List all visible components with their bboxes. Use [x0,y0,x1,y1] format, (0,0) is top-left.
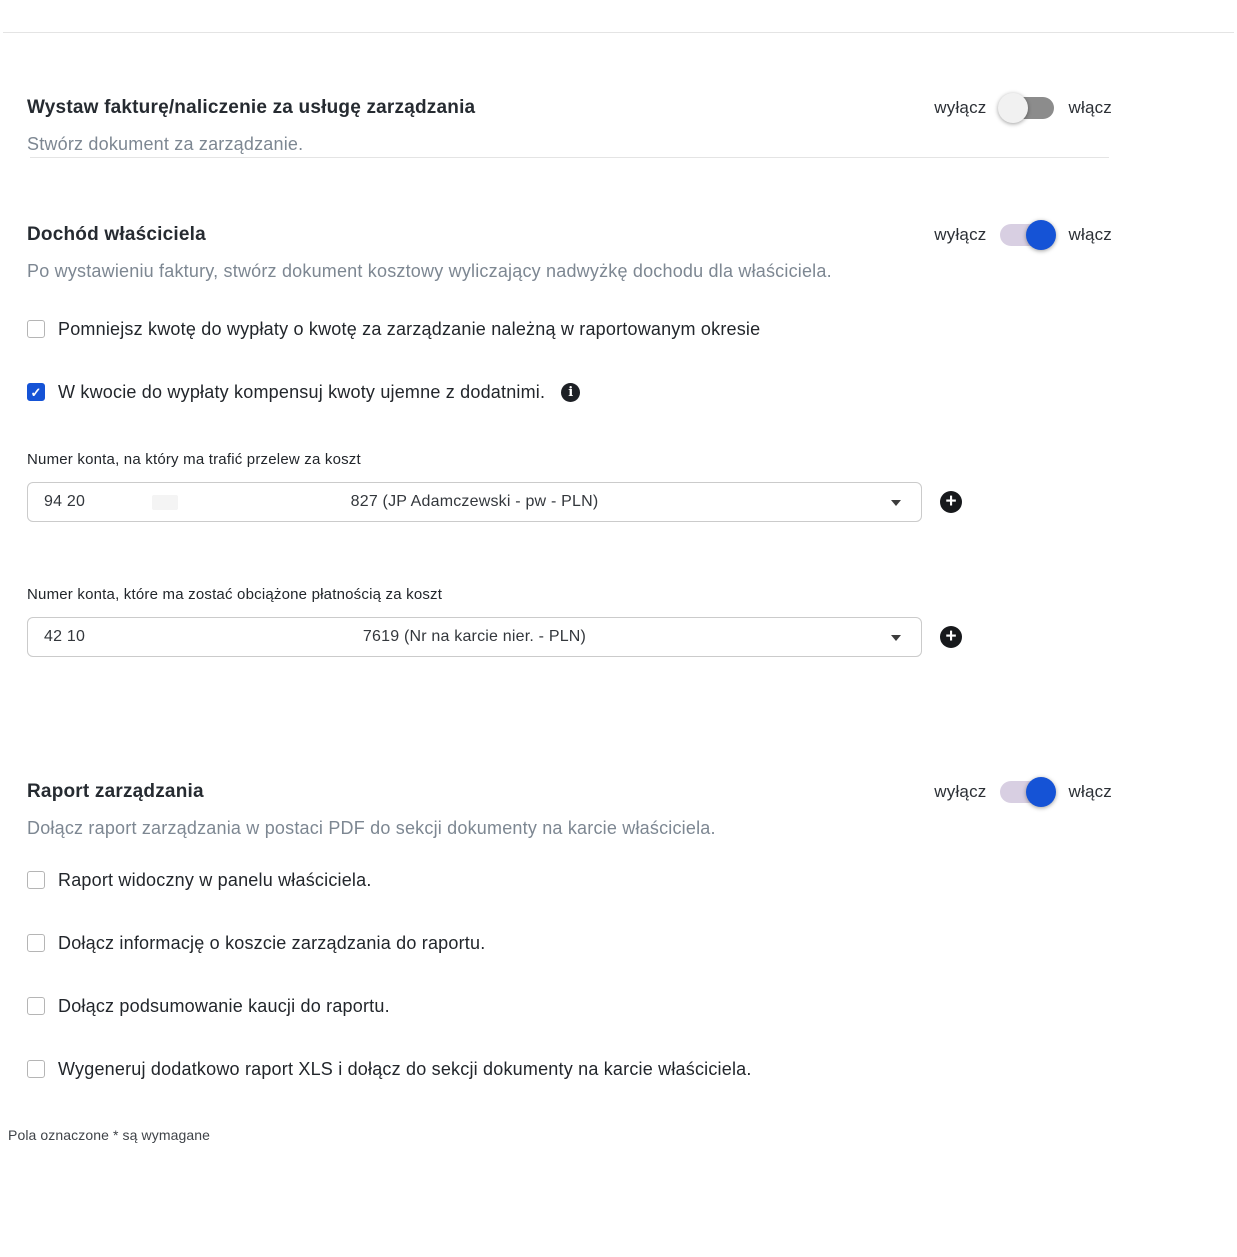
toggle-off-label: wyłącz [934,98,987,117]
section-management-report [27,777,1112,1080]
section-subtitle: Po wystawieniu faktury, stwórz dokument kosztowy wyliczający nadwyżkę dochodu dla właściciela. [27,261,832,281]
section-title: Wystaw fakturę/naliczenie za usługę zarządzania [27,97,476,118]
checkbox[interactable] [27,1060,45,1078]
account-select-value: 7619 (Nr na karcie nier. - PLN) [362,628,587,645]
checkbox-include-deposit-summary-row[interactable] [27,995,1112,1017]
owner-income-toggle[interactable] [934,224,1112,246]
management-invoice-toggle[interactable] [934,97,1112,119]
transfer-account-select[interactable] [27,482,922,522]
checkbox[interactable] [27,934,45,952]
checkbox-label: W kwocie do wypłaty kompensuj kwoty ujemne z dodatnimi. [58,382,546,402]
checkbox[interactable] [27,997,45,1015]
toggle-switch[interactable] [1000,781,1054,803]
checkbox-label: Wygeneruj dodatkowo raport XLS i dołącz do sekcji dokumenty na karcie właściciela. [58,1059,752,1079]
checkbox[interactable] [27,320,45,338]
toggle-knob-icon [1026,777,1056,807]
add-account-icon[interactable]: + [940,626,962,648]
transfer-account-field [27,449,1112,522]
charged-account-field [27,584,1112,657]
toggle-on-label: włącz [1068,782,1112,801]
checkbox-label: Raport widoczny w panelu właściciela. [58,870,372,890]
checkbox-reduce-payout-row[interactable] [27,318,1112,340]
section-owner-income [27,220,1112,657]
toggle-knob-icon [998,93,1028,123]
checkmark-icon: ✓ [30,384,42,400]
required-fields-note: Pola oznaczone * są wymagane [8,1127,211,1143]
toggle-off-label: wyłącz [934,782,987,801]
checkbox-report-visible-row[interactable] [27,869,1112,891]
section-title: Dochód właściciela [27,224,206,245]
toggle-on-label: włącz [1068,225,1112,244]
chevron-down-icon [891,635,901,641]
page-divider [3,32,1234,33]
toggle-on-label: włącz [1068,98,1112,117]
account-number-prefix: 94 20 [44,493,86,510]
redacted-area [152,495,178,510]
account-select-value: 827 (JP Adamczewski - pw - PLN) [350,493,599,510]
checkbox-compensate-amounts-row[interactable] [27,381,1112,403]
toggle-off-label: wyłącz [934,225,987,244]
toggle-switch[interactable] [1000,97,1054,119]
info-icon[interactable]: i [561,383,580,402]
chevron-down-icon [891,500,901,506]
toggle-switch[interactable] [1000,224,1054,246]
toggle-knob-icon [1026,220,1056,250]
checkbox-label: Dołącz podsumowanie kaucji do raportu. [58,996,390,1016]
checkbox-include-cost-info-row[interactable] [27,932,1112,954]
checkbox[interactable] [27,871,45,889]
checkbox[interactable] [27,383,45,401]
charged-account-select[interactable] [27,617,922,657]
section-management-invoice [27,93,1112,157]
checkbox-label: Pomniejsz kwotę do wypłaty o kwotę za zarządzanie należną w raportowanym okresie [58,319,761,339]
section-subtitle: Stwórz dokument za zarządzanie. [27,134,304,154]
add-account-icon[interactable]: + [940,491,962,513]
checkbox-label: Dołącz informację o koszcie zarządzania do raportu. [58,933,486,953]
section-subtitle: Dołącz raport zarządzania w postaci PDF do sekcji dokumenty na karcie właściciela. [27,818,716,838]
field-label: Numer konta, na który ma trafić przelew za koszt [27,451,361,468]
management-report-toggle[interactable] [934,781,1112,803]
section-title: Raport zarządzania [27,781,204,802]
account-number-prefix: 42 10 [44,628,86,645]
checkbox-generate-xls-row[interactable] [27,1058,1112,1080]
field-label: Numer konta, które ma zostać obciążone płatnością za koszt [27,586,443,603]
page-divider [30,157,1109,158]
